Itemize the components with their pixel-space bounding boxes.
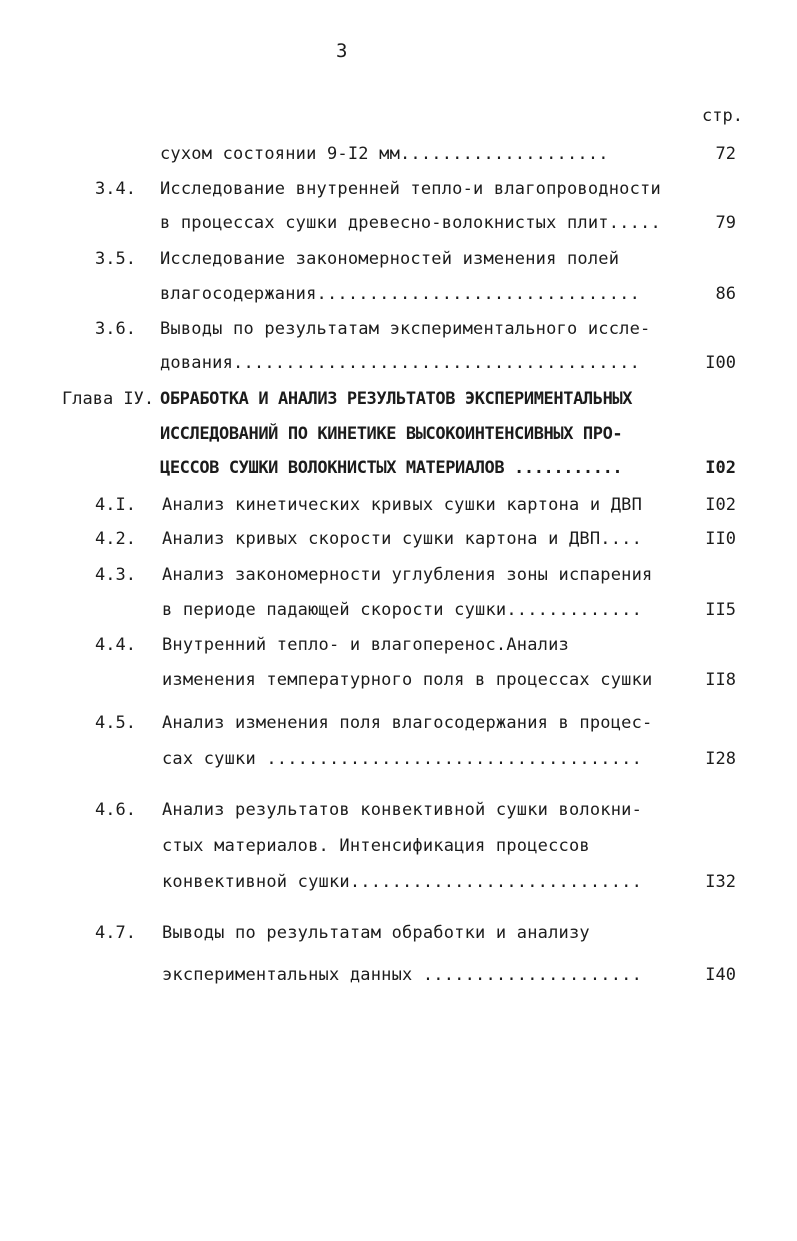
toc-entry-text: Исследование закономерностей изменения полей <box>160 249 620 269</box>
toc-entry-text: Выводы по результатам обработки и анализу <box>162 923 590 943</box>
toc-entry-number: 4.7. <box>95 923 136 943</box>
toc-entry-text: Исследование внутренней тепло-и влагопроводности <box>160 179 661 199</box>
toc-entry-text: Анализ кривых скорости сушки картона и ДВП.... <box>162 529 643 549</box>
toc-entry-text: сухом состоянии 9-I2 мм.................... <box>160 144 609 164</box>
toc-entry-page: 86 <box>715 284 736 304</box>
toc-entry-text: Внутренний тепло- и влагоперенос.Анализ <box>162 635 569 655</box>
toc-entry-page: I40 <box>705 965 736 985</box>
toc-entry-text: в периоде падающей скорости сушки............. <box>162 600 643 620</box>
toc-entry-page: II8 <box>705 670 736 690</box>
page-column-header: стр. <box>702 106 743 126</box>
toc-entry-number: 4.5. <box>95 713 136 733</box>
toc-entry-text: дования....................................... <box>160 353 641 373</box>
toc-entry-text: сах сушки .................................... <box>162 749 643 769</box>
toc-entry-text: Анализ кинетических кривых сушки картона и ДВП <box>162 495 643 515</box>
toc-entry-page: I00 <box>705 353 736 373</box>
page-number: 3 <box>336 40 348 62</box>
toc-entry-text: изменения температурного поля в процессах сушки <box>162 670 653 690</box>
toc-entry-number: Глава IУ. <box>62 389 155 409</box>
toc-entry-page: II5 <box>705 600 736 620</box>
toc-entry-page: I32 <box>705 872 736 892</box>
toc-entry-page: I02 <box>705 458 736 478</box>
toc-entry-text: экспериментальных данных ..................... <box>162 965 643 985</box>
toc-entry-text: стых материалов. Интенсификация процессов <box>162 836 590 856</box>
toc-entry-number: 4.3. <box>95 565 136 585</box>
toc-entry-text: в процессах сушки древесно-волокнистых плит..... <box>160 213 661 233</box>
toc-entry-number: 4.6. <box>95 800 136 820</box>
toc-entry-text: Анализ изменения поля влагосодержания в процес- <box>162 713 653 733</box>
toc-entry-text: конвективной сушки............................ <box>162 872 643 892</box>
toc-entry-text: ИССЛЕДОВАНИЙ ПО КИНЕТИКЕ ВЫСОКОИНТЕНСИВНЫХ ПРО- <box>160 424 623 444</box>
toc-entry-number: 3.4. <box>95 179 136 199</box>
toc-entry-text: Анализ закономерности углубления зоны испарения <box>162 565 653 585</box>
toc-entry-number: 4.4. <box>95 635 136 655</box>
toc-entry-number: 4.I. <box>95 495 136 515</box>
toc-entry-page: II0 <box>705 529 736 549</box>
toc-entry-text: ЦЕССОВ СУШКИ ВОЛОКНИСТЫХ МАТЕРИАЛОВ ........... <box>160 458 623 478</box>
toc-entry-page: I28 <box>705 749 736 769</box>
toc-entry-page: 79 <box>715 213 736 233</box>
toc-entry-number: 3.6. <box>95 319 136 339</box>
toc-entry-page: I02 <box>705 495 736 515</box>
toc-entry-number: 4.2. <box>95 529 136 549</box>
toc-entry-text: Анализ результатов конвективной сушки волокни- <box>162 800 643 820</box>
toc-entry-number: 3.5. <box>95 249 136 269</box>
toc-entry-text: влагосодержания............................... <box>160 284 641 304</box>
toc-entry-text: Выводы по результатам экспериментального иссле- <box>160 319 651 339</box>
toc-entry-page: 72 <box>715 144 736 164</box>
toc-entry-text: ОБРАБОТКА И АНАЛИЗ РЕЗУЛЬТАТОВ ЭКСПЕРИМЕНТАЛЬНЫХ <box>160 389 633 409</box>
